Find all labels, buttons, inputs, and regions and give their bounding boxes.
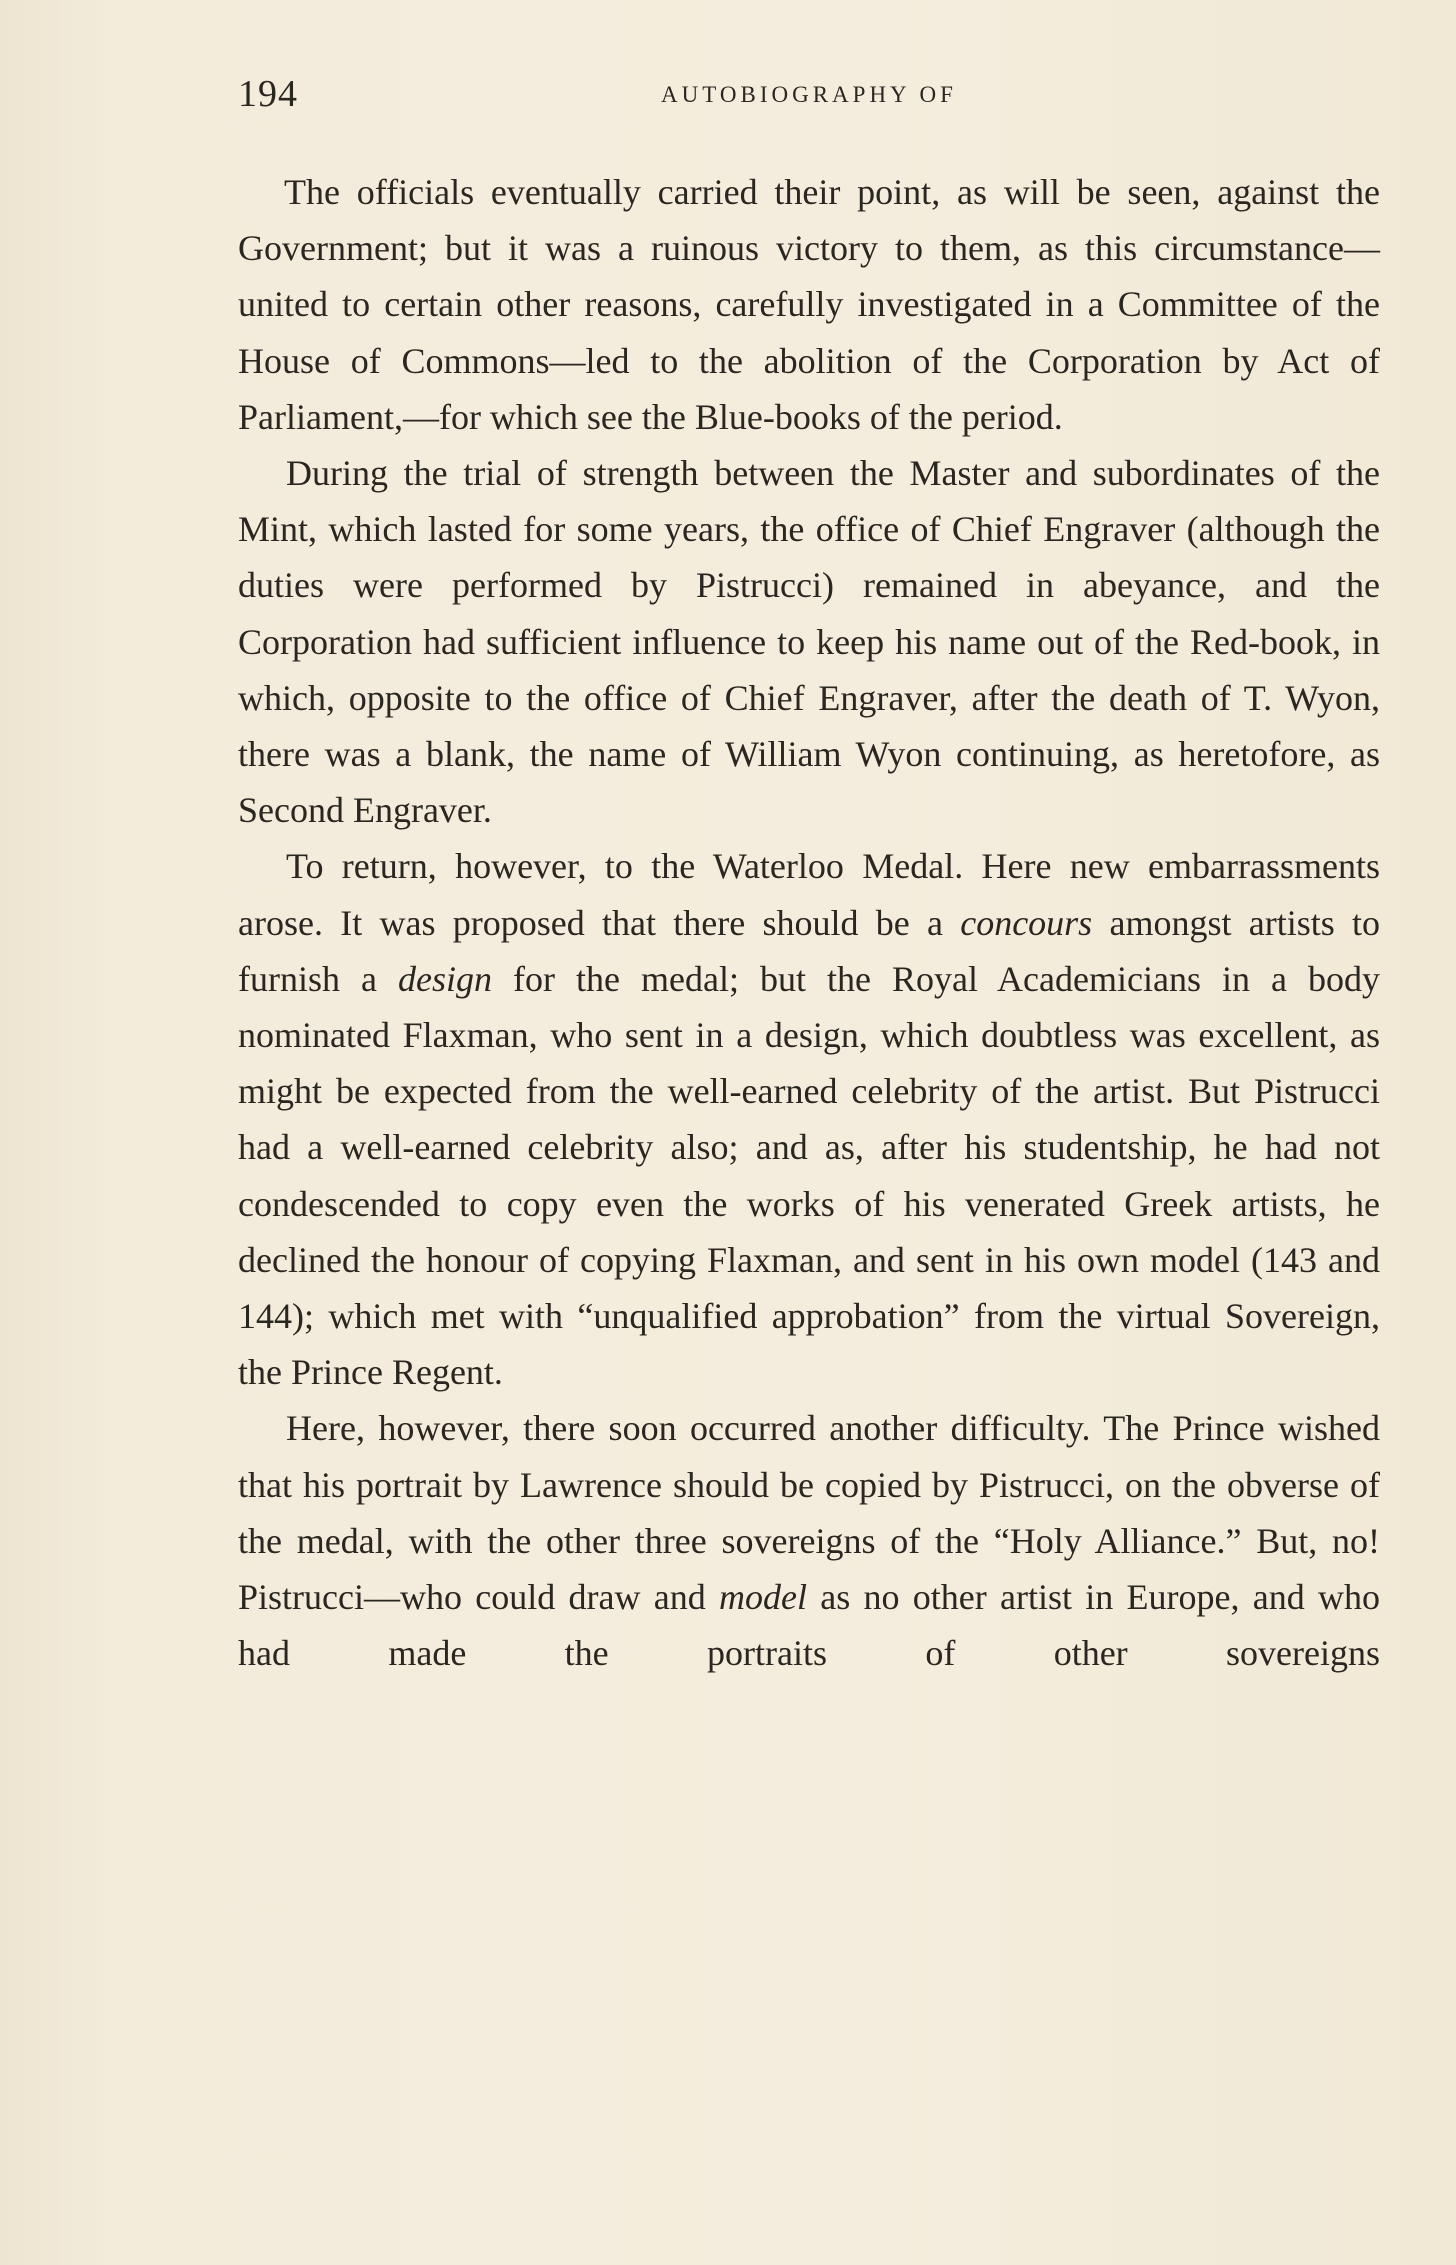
paragraph-text: The officials eventually carried their point, as will be seen, against the Government; but it was a ruinous victory to them, as this circumstance—united to certain other reasons, carefully investigated in a Committee of the House of Commons—led to the abolition of the Corporation by Act of Parliament,—for which see the Blue-books of the period. bbox=[238, 172, 1380, 437]
paragraph-text: amongst artists to furnish a bbox=[238, 902, 1380, 999]
italic-word-design: design bbox=[398, 958, 493, 999]
paragraph-text: Here, however, there soon occurred another difficulty. The Prince wished that his portrait by Lawrence should be copied by Pistrucci, on the obverse of the medal, with the other three sovereigns of the “Holy Alliance.” But, no! Pistrucci—who could draw and bbox=[238, 1408, 1380, 1618]
paragraph-text: To return, however, to the Waterloo Medal. Here new embarrassments arose. It was proposed that there should be a bbox=[238, 846, 1380, 943]
body-text bbox=[238, 164, 1380, 1681]
paragraph-3 bbox=[238, 838, 1380, 1400]
italic-word-model: model bbox=[718, 1577, 807, 1618]
paragraph-1 bbox=[238, 164, 1380, 445]
paragraph-text: for the medal; but the Royal Academicians in a body nominated Flaxman, who sent in a design, which doubtless was excellent, as might be expected from the well-earned celebrity of the artist. But Pistrucci had a well-earned celebrity also; and as, after his studentship, he had not condescended to copy even the works of his venerated Greek artists, he declined the honour of copying Flaxman, and sent in his own model (143 and 144); which met with “unqualified approbation” from the virtual Sovereign, the Prince Regent. bbox=[238, 958, 1381, 1393]
page-number: 194 bbox=[238, 73, 298, 115]
paragraph-text: as no other artist in Europe, and who had made the portraits of other sovereigns bbox=[238, 1577, 1380, 1674]
running-head: AUTOBIOGRAPHY OF bbox=[661, 82, 957, 107]
paragraph-2 bbox=[238, 445, 1380, 838]
paragraph-4 bbox=[238, 1400, 1380, 1681]
page-header bbox=[238, 72, 1380, 122]
italic-word-concours: concours bbox=[960, 902, 1093, 943]
paragraph-text: During the trial of strength between the Master and subordinates of the Mint, which lasted for some years, the office of Chief Engraver (although the duties were performed by Pistrucci) remained in abeyance, and the Corporation had sufficient influence to keep his name out of the Red-book, in which, opposite to the office of Chief Engraver, after the death of T. Wyon, there was a blank, the name of William Wyon continuing, as heretofore, as Second Engraver. bbox=[238, 453, 1380, 831]
